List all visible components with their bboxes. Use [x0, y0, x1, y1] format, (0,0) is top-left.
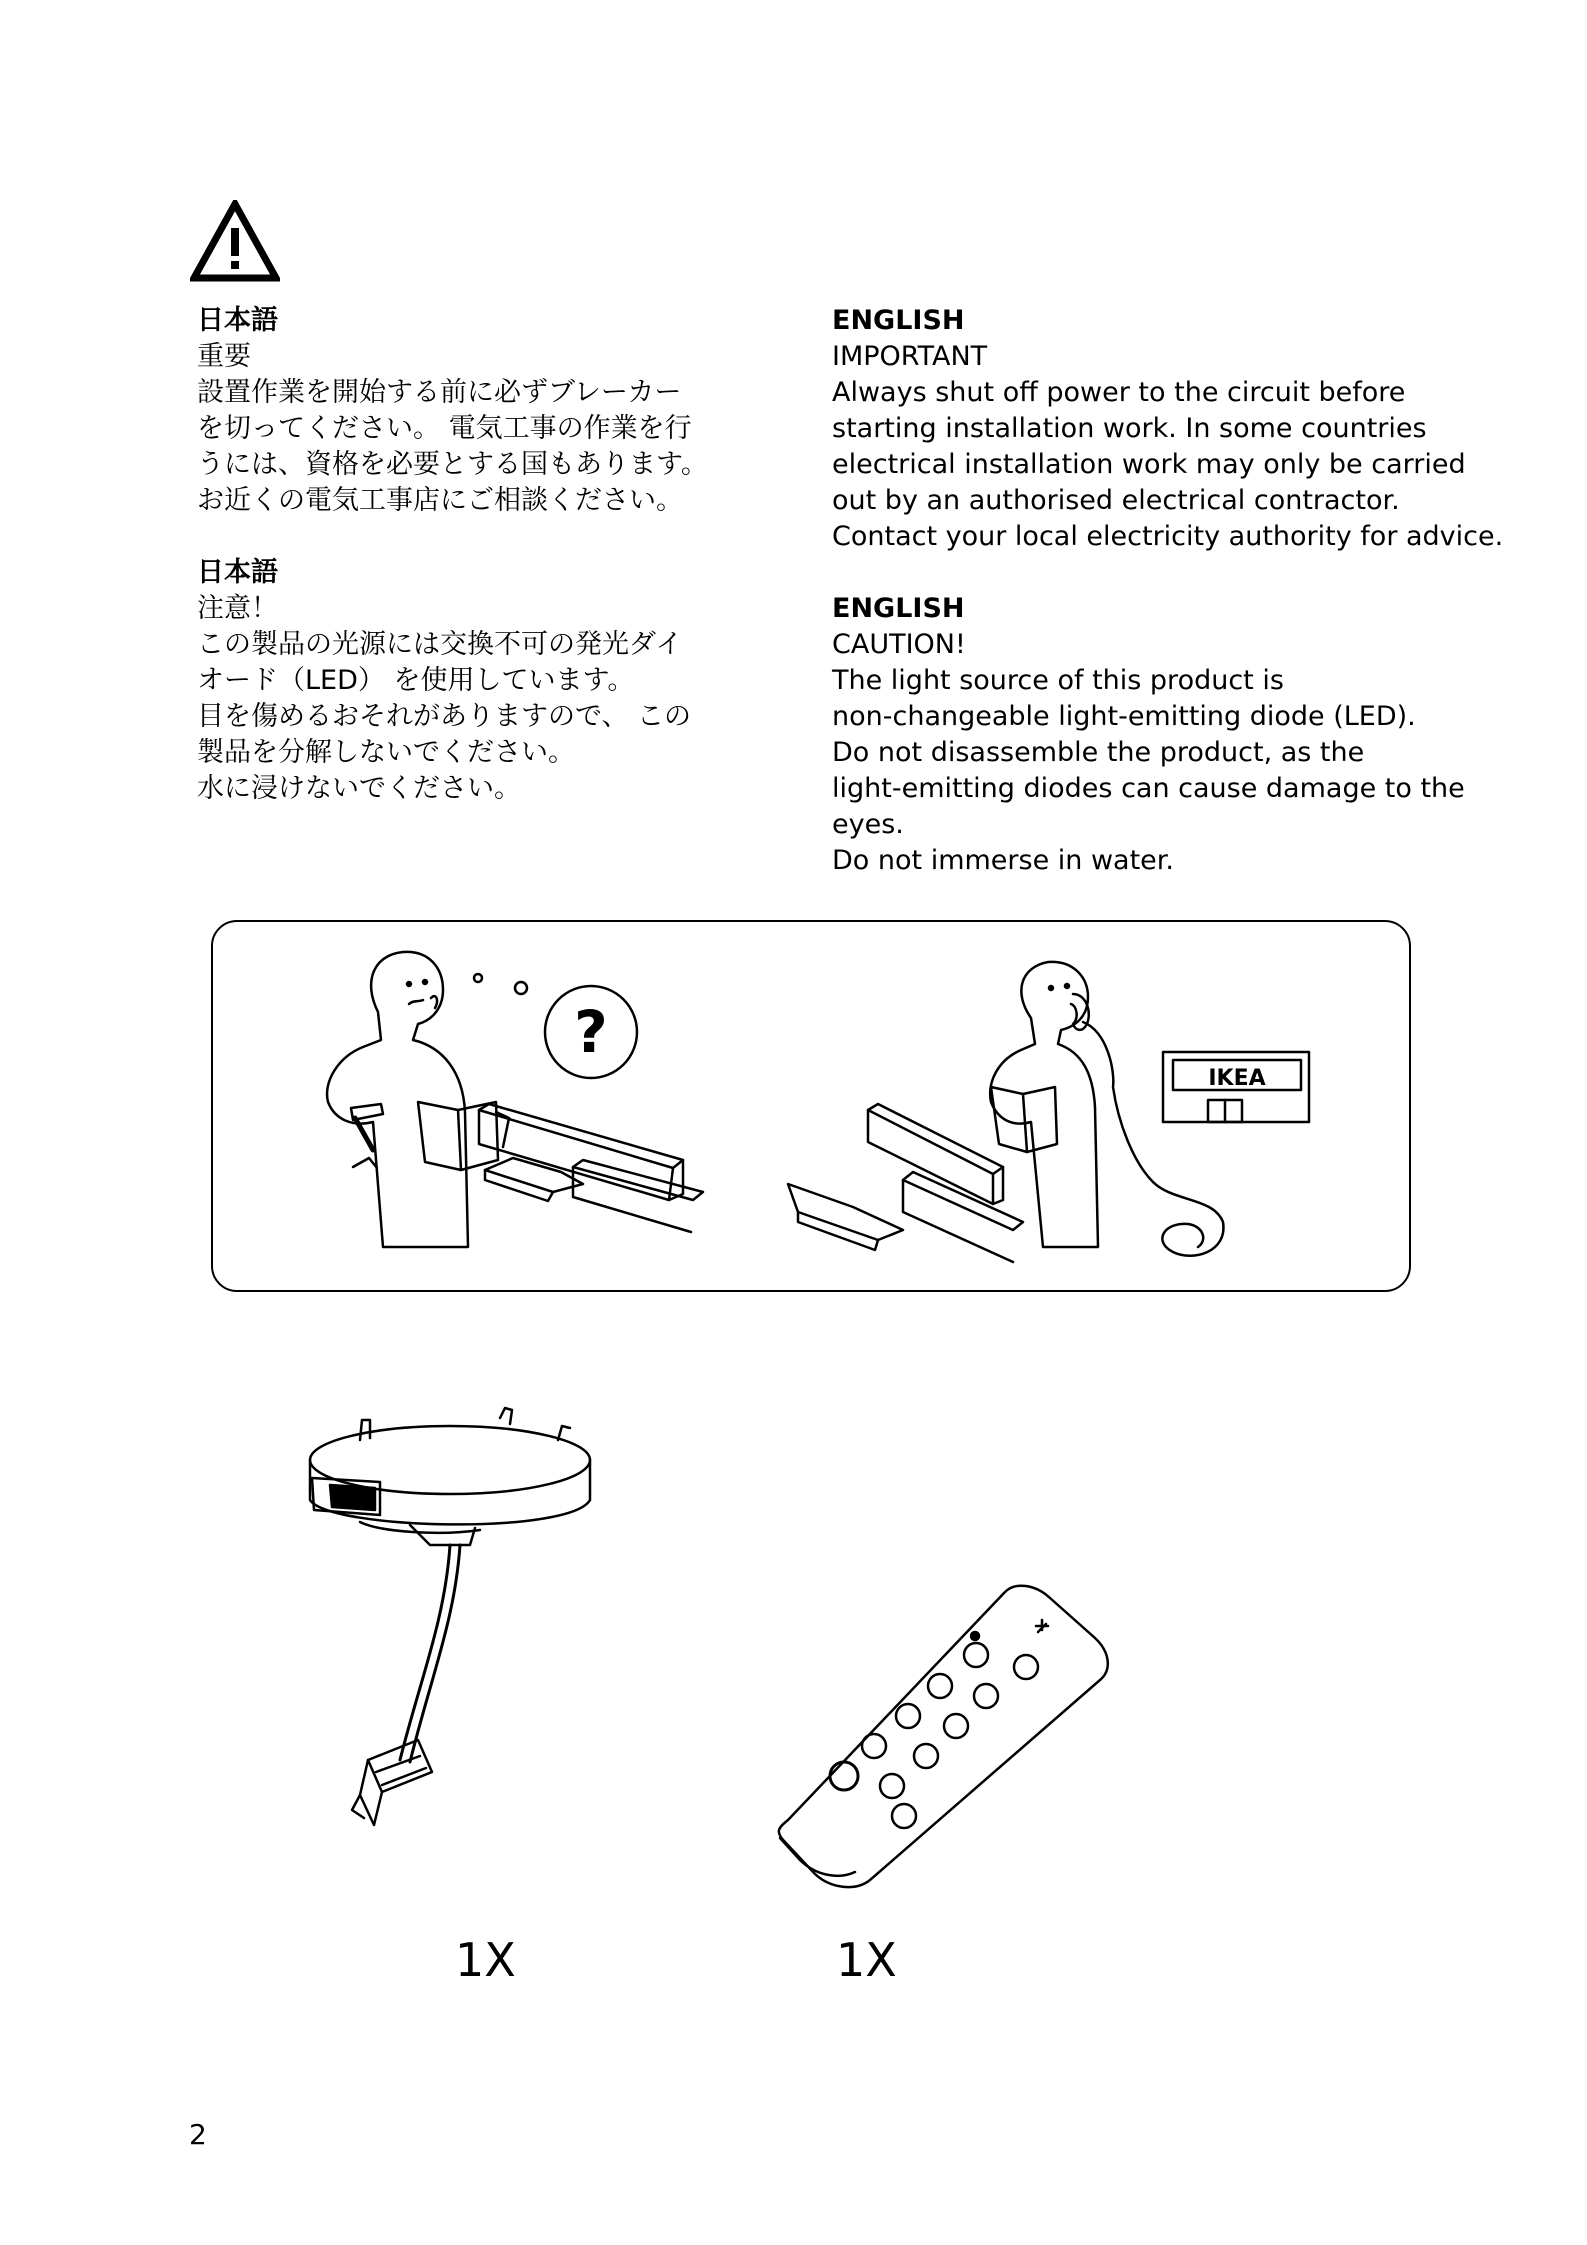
english-text-column — [832, 303, 1552, 879]
thought-bubble-dot — [515, 982, 527, 994]
language-heading: 日本語 — [197, 305, 278, 336]
ja-text-line: オード（LED） を使用しています。 — [197, 665, 635, 696]
en-text-line: IMPORTANT — [832, 341, 988, 372]
en-caution-section — [832, 591, 1552, 879]
ikea-store-building — [1163, 1052, 1309, 1122]
ja-text-line: うには、資格を必要とする国もあります。 — [197, 449, 708, 480]
phone-cord — [1153, 1182, 1223, 1256]
driver-unit-with-cable-illustration — [300, 1400, 620, 1860]
left-board-parts — [479, 1104, 703, 1232]
en-text-line: electrical installation work may only be carried — [832, 449, 1466, 480]
ja-text-line: 設置作業を開始する前に必ずブレーカー — [197, 377, 682, 408]
part-quantity: 1X — [836, 1933, 897, 1987]
part-quantity: 1X — [455, 1933, 516, 1987]
language-heading: ENGLISH — [832, 305, 965, 336]
en-text-line: out by an authorised electrical contractor. — [832, 485, 1400, 516]
ja-caution-section — [197, 555, 757, 807]
ja-text-line: 目を傷めるおそれがありますので、 この — [197, 701, 692, 732]
ja-text-line: お近くの電気工事店にご相談ください。 — [197, 485, 683, 516]
illustration-panel — [211, 920, 1411, 1292]
page-number: 2 — [189, 2118, 207, 2151]
ja-important-section — [197, 303, 757, 519]
en-text-line: Contact your local electricity authority for advice. — [832, 521, 1504, 552]
language-heading: 日本語 — [197, 557, 278, 588]
language-heading: ENGLISH — [832, 593, 965, 624]
en-text-line: Always shut off power to the circuit before — [832, 377, 1406, 408]
en-important-section — [832, 303, 1552, 555]
en-text-line: non-changeable light-emitting diode (LED). — [832, 701, 1416, 732]
warning-icon — [190, 200, 280, 282]
ikea-store-sign: IKEA — [1208, 1066, 1266, 1091]
ja-text-line: 水に浸けないでください。 — [197, 773, 521, 804]
en-text-line: Do not disassemble the product, as the — [832, 737, 1365, 768]
en-text-line: starting installation work. In some countries — [832, 413, 1427, 444]
en-text-line: light-emitting diodes can cause damage to the — [832, 773, 1465, 804]
remote-control-illustration — [760, 1580, 1120, 1890]
thought-bubble-dot — [474, 974, 482, 982]
confused-person-figure — [327, 952, 509, 1247]
en-text-line: The light source of this product is — [832, 665, 1284, 696]
en-text-line: CAUTION! — [832, 629, 966, 660]
question-mark: ? — [574, 998, 608, 1066]
right-board-parts — [788, 1104, 1023, 1262]
ja-text-line: 重要 — [197, 341, 251, 372]
ja-text-line: 製品を分解しないでください。 — [197, 737, 575, 768]
ja-text-line: この製品の光源には交換不可の発光ダイ — [197, 629, 683, 660]
phone-person-figure — [990, 962, 1153, 1247]
en-text-line: Do not immerse in water. — [832, 845, 1174, 876]
japanese-text-column — [197, 303, 757, 807]
ja-text-line: を切ってください。 電気工事の作業を行 — [197, 413, 692, 444]
ja-text-line: 注意！ — [197, 593, 278, 624]
en-text-line: eyes. — [832, 809, 904, 840]
